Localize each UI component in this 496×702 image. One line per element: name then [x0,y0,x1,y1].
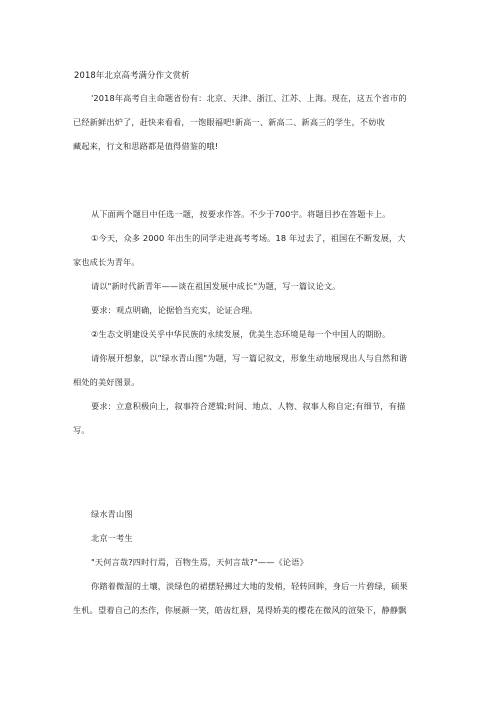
question2-requirement-line-1: 要求：立意积极向上，叙事符合逻辑;时间、地点、人物、叙事人称自定;有细节，有描 [91,401,406,411]
essay-body-line-1: 你踏着微湿的土壤，淡绿色的裙摆轻拂过大地的发梢，轻转回眸，身后一片碧绿，硕果 [91,581,408,591]
prompt-instruction: 从下面两个题目中任选一题，按要求作答。不少于700字。将题目抄在答题卡上。 [91,209,391,219]
question1-line-2: 家也成长为青年。 [73,257,140,267]
question2-task-line-2: 相处的美好图景。 [73,377,140,387]
question1-task: 请以"新时代新青年——谈在祖国发展中成长"为题，写一篇议论文。 [91,281,341,291]
document-title: 2018年北京高考满分作文赏析 [74,70,190,80]
intro-line-3: 藏起来，行文和思路都是值得借鉴的哦! [73,141,219,151]
intro-line-2: 已经新鲜出炉了，赶快来看看，一饱眼福吧!新高一、新高二、新高三的学生，不妨收 [73,117,385,127]
essay-body-line-2: 生机。望着自己的杰作，你展颜一笑，皓齿红唇，晃得娇美的樱花在微风的渲染下，静静飘 [73,605,407,615]
essay-author: 北京一考生 [91,533,133,543]
question1-line-1: ①今天，众多 2000 年出生的同学走进高考考场。18 年过去了，祖国在不断发展，大 [91,233,406,243]
question1-requirement: 要求：观点明确，论据恰当充实，论证合理。 [91,305,258,315]
essay-title: 绿水青山图 [91,509,133,519]
question2-statement: ②生态文明建设关乎中华民族的永续发展，优美生态环境是每一个中国人的期盼。 [91,329,391,339]
question2-task-line-1: 请你展开想象，以"绿水青山图"为题，写一篇记叙文，形象生动地展现出人与自然和谐 [91,353,408,363]
essay-quote: "天何言哉?四时行焉，百物生焉，天何言哉?"——《论语》 [91,557,308,567]
intro-line-1: '2018年高考自主命题省份有：北京、天津、浙江、江苏、上海。现在，这五个省市的 [91,93,407,103]
question2-requirement-line-2: 写。 [73,425,90,435]
